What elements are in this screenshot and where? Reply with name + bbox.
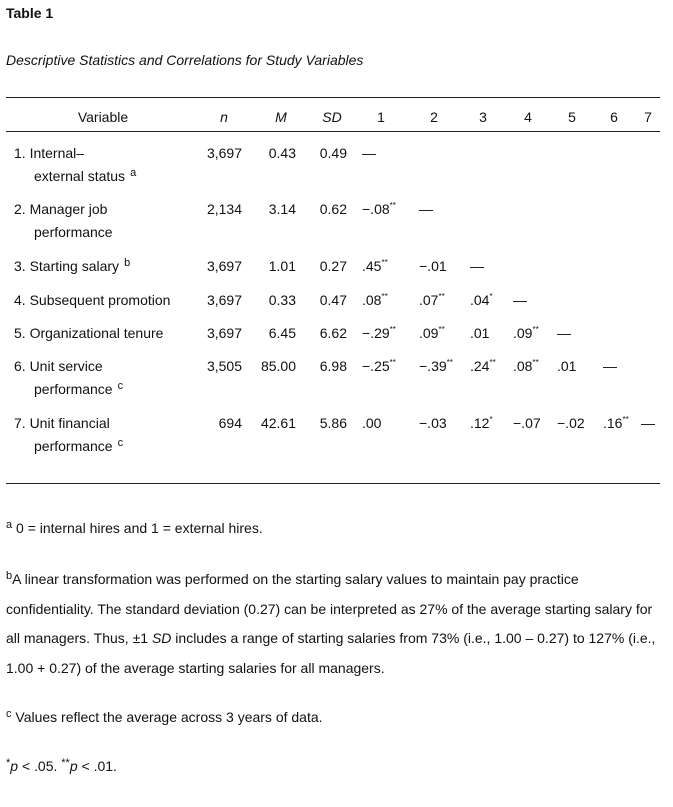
cell-m: 85.00 xyxy=(260,358,296,374)
significance-mark: ** xyxy=(532,325,539,334)
cell-corr-3 xyxy=(470,415,493,431)
significance-mark: ** xyxy=(622,415,629,424)
significance-mark: ** xyxy=(446,358,453,367)
corr-value: — xyxy=(419,201,433,217)
corr-value: — xyxy=(603,358,617,374)
corr-value: .09 xyxy=(513,325,533,341)
significance-mark: ** xyxy=(438,292,445,301)
cell-corr-2 xyxy=(419,258,447,274)
corr-value: −.08 xyxy=(362,201,390,217)
cell-corr-5 xyxy=(557,415,585,431)
corr-value: .01 xyxy=(557,358,577,374)
significance-mark: ** xyxy=(381,292,388,301)
cell-sd: 0.62 xyxy=(319,201,347,217)
row-footnote-mark: c xyxy=(117,380,124,392)
cell-n: 3,697 xyxy=(206,145,242,161)
corr-value: −.01 xyxy=(419,258,447,274)
cell-corr-1 xyxy=(362,292,388,308)
cell-m: 1.01 xyxy=(268,258,296,274)
note-b-text-2: includes a range of starting salaries from 73% (i.e., 1.00 – 0.27) to 127% (i.e., 1.00 + 0.27) of the average starting salaries for all managers. xyxy=(6,630,656,676)
significance-mark: ** xyxy=(389,358,396,367)
row-footnote-mark: b xyxy=(124,257,131,269)
row-label-line1 xyxy=(14,325,163,341)
significance-mark: ** xyxy=(381,258,388,267)
row-footnote-mark: a xyxy=(130,167,137,179)
cell-corr-5 xyxy=(557,358,576,374)
header-cell-2: M xyxy=(275,109,287,125)
corr-value: −.39 xyxy=(419,358,447,374)
cell-sd: 6.62 xyxy=(319,325,347,341)
corr-value: .08 xyxy=(513,358,533,374)
header-cell-10: 7 xyxy=(644,109,652,125)
corr-value: .16 xyxy=(603,415,623,431)
cell-corr-2 xyxy=(419,358,453,374)
corr-value: −.29 xyxy=(362,325,390,341)
corr-value: .07 xyxy=(419,292,439,308)
note-a-text: 0 = internal hires and 1 = external hires. xyxy=(16,520,263,536)
cell-sd: 0.27 xyxy=(319,258,347,274)
cell-corr-4 xyxy=(513,325,539,341)
row-footnote-mark: c xyxy=(117,437,124,449)
table-title: Table 1 xyxy=(6,5,54,21)
cell-m: 3.14 xyxy=(268,201,296,217)
row-label-line2 xyxy=(34,168,136,184)
row-label: 4. Subsequent promotion xyxy=(14,292,171,308)
row-label: 5. Organizational tenure xyxy=(14,325,164,341)
cell-m: 0.33 xyxy=(268,292,296,308)
cell-n: 2,134 xyxy=(206,201,242,217)
row-label-line2 xyxy=(34,381,123,397)
corr-value: — xyxy=(513,292,527,308)
cell-corr-1 xyxy=(362,325,396,341)
row-label: 6. Unit service xyxy=(14,358,103,374)
corr-value: — xyxy=(641,415,655,431)
header-cell-0: Variable xyxy=(77,109,129,125)
cell-corr-1 xyxy=(362,145,376,161)
note-a xyxy=(6,514,661,544)
corr-value: .12 xyxy=(470,415,490,431)
corr-value: −.02 xyxy=(557,415,585,431)
row-label-line1 xyxy=(14,415,110,431)
note-c-text: Values reflect the average across 3 years of data. xyxy=(15,709,323,725)
cell-corr-2 xyxy=(419,325,445,341)
corr-value: .09 xyxy=(419,325,439,341)
row-label-line1 xyxy=(14,358,103,374)
cell-corr-6 xyxy=(603,358,617,374)
corr-value: — xyxy=(470,258,484,274)
note-p2-text: < .01. xyxy=(77,758,117,774)
cell-m: 6.45 xyxy=(268,325,296,341)
note-p2-p: p xyxy=(69,758,78,774)
note-p2-star: ** xyxy=(61,757,70,769)
note-c-mark: c xyxy=(6,708,12,720)
cell-corr-2 xyxy=(419,201,433,217)
row-label-line1 xyxy=(14,145,84,161)
header-cell-6: 3 xyxy=(479,109,487,125)
cell-corr-4 xyxy=(513,358,539,374)
cell-corr-1 xyxy=(362,415,381,431)
cell-corr-2 xyxy=(419,415,447,431)
significance-mark: ** xyxy=(438,325,445,334)
cell-corr-3 xyxy=(470,258,484,274)
note-b xyxy=(6,565,661,683)
row-label: 1. Internal– xyxy=(14,145,85,161)
note-p1-text: < .05. xyxy=(18,758,62,774)
significance-mark: ** xyxy=(389,325,396,334)
significance-mark: ** xyxy=(532,358,539,367)
cell-corr-5 xyxy=(557,325,571,341)
cell-corr-3 xyxy=(470,292,493,308)
header-rule xyxy=(6,131,660,132)
header-cell-8: 5 xyxy=(568,109,576,125)
note-b-sd: SD xyxy=(151,630,172,646)
cell-corr-3 xyxy=(470,325,489,341)
cell-n: 694 xyxy=(218,415,242,431)
note-c xyxy=(6,703,661,733)
row-label-cont: performance xyxy=(34,438,113,454)
cell-corr-3 xyxy=(470,358,496,374)
corr-value: −.07 xyxy=(513,415,541,431)
cell-n: 3,697 xyxy=(206,325,242,341)
cell-corr-6 xyxy=(603,415,629,431)
row-label-cont: external status xyxy=(34,168,126,184)
significance-mark: * xyxy=(489,292,493,301)
table-subtitle: Descriptive Statistics and Correlations for Study Variables xyxy=(6,52,364,68)
row-label-line1 xyxy=(14,292,170,308)
corr-value: — xyxy=(362,145,376,161)
row-label-cont: performance xyxy=(34,381,113,397)
corr-value: .04 xyxy=(470,292,490,308)
corr-value: .24 xyxy=(470,358,490,374)
cell-corr-1 xyxy=(362,258,388,274)
header-cell-5: 2 xyxy=(430,109,438,125)
bottom-rule xyxy=(6,483,660,484)
cell-n: 3,505 xyxy=(206,358,242,374)
note-p1-p: p xyxy=(10,758,19,774)
note-b-text-1: A linear transformation was performed on the starting salary values to maintain pay practice confidentiality. The standard deviation (0.27) can be interpreted as 27% of the average starting salary for all managers. Thus, ±1 xyxy=(6,571,653,646)
row-label-line1 xyxy=(14,201,107,217)
note-p xyxy=(6,752,661,782)
cell-corr-1 xyxy=(362,358,396,374)
significance-mark: ** xyxy=(489,358,496,367)
header-cell-1: n xyxy=(220,109,228,125)
cell-sd: 6.98 xyxy=(319,358,347,374)
note-p1-star: * xyxy=(6,757,11,769)
cell-n: 3,697 xyxy=(206,258,242,274)
cell-corr-7 xyxy=(641,415,655,431)
top-rule xyxy=(6,97,660,98)
row-label-line2 xyxy=(34,438,123,454)
cell-corr-1 xyxy=(362,201,396,217)
corr-value: −.03 xyxy=(419,415,447,431)
cell-sd: 0.49 xyxy=(319,145,347,161)
note-b-mark: b xyxy=(6,570,13,582)
note-a-mark: a xyxy=(6,519,13,531)
significance-mark: * xyxy=(489,415,493,424)
cell-corr-2 xyxy=(419,292,445,308)
corr-value: .01 xyxy=(470,325,490,341)
corr-value: −.25 xyxy=(362,358,390,374)
corr-value: .08 xyxy=(362,292,382,308)
cell-m: 0.43 xyxy=(268,145,296,161)
header-cell-9: 6 xyxy=(610,109,618,125)
significance-mark: ** xyxy=(389,201,396,210)
cell-corr-4 xyxy=(513,415,541,431)
cell-corr-4 xyxy=(513,292,527,308)
cell-n: 3,697 xyxy=(206,292,242,308)
header-cell-3: SD xyxy=(322,109,342,125)
cell-sd: 5.86 xyxy=(319,415,347,431)
row-label: 7. Unit financial xyxy=(14,415,110,431)
row-label: 2. Manager job xyxy=(14,201,108,217)
corr-value: .45 xyxy=(362,258,382,274)
row-label-line2 xyxy=(34,224,113,240)
cell-sd: 0.47 xyxy=(319,292,347,308)
row-label-line1 xyxy=(14,258,130,274)
header-cell-4: 1 xyxy=(377,109,385,125)
row-label-cont: performance xyxy=(34,224,113,240)
header-cell-7: 4 xyxy=(524,109,532,125)
row-label: 3. Starting salary xyxy=(14,258,120,274)
corr-value: — xyxy=(557,325,571,341)
cell-m: 42.61 xyxy=(260,415,296,431)
corr-value: .00 xyxy=(362,415,382,431)
